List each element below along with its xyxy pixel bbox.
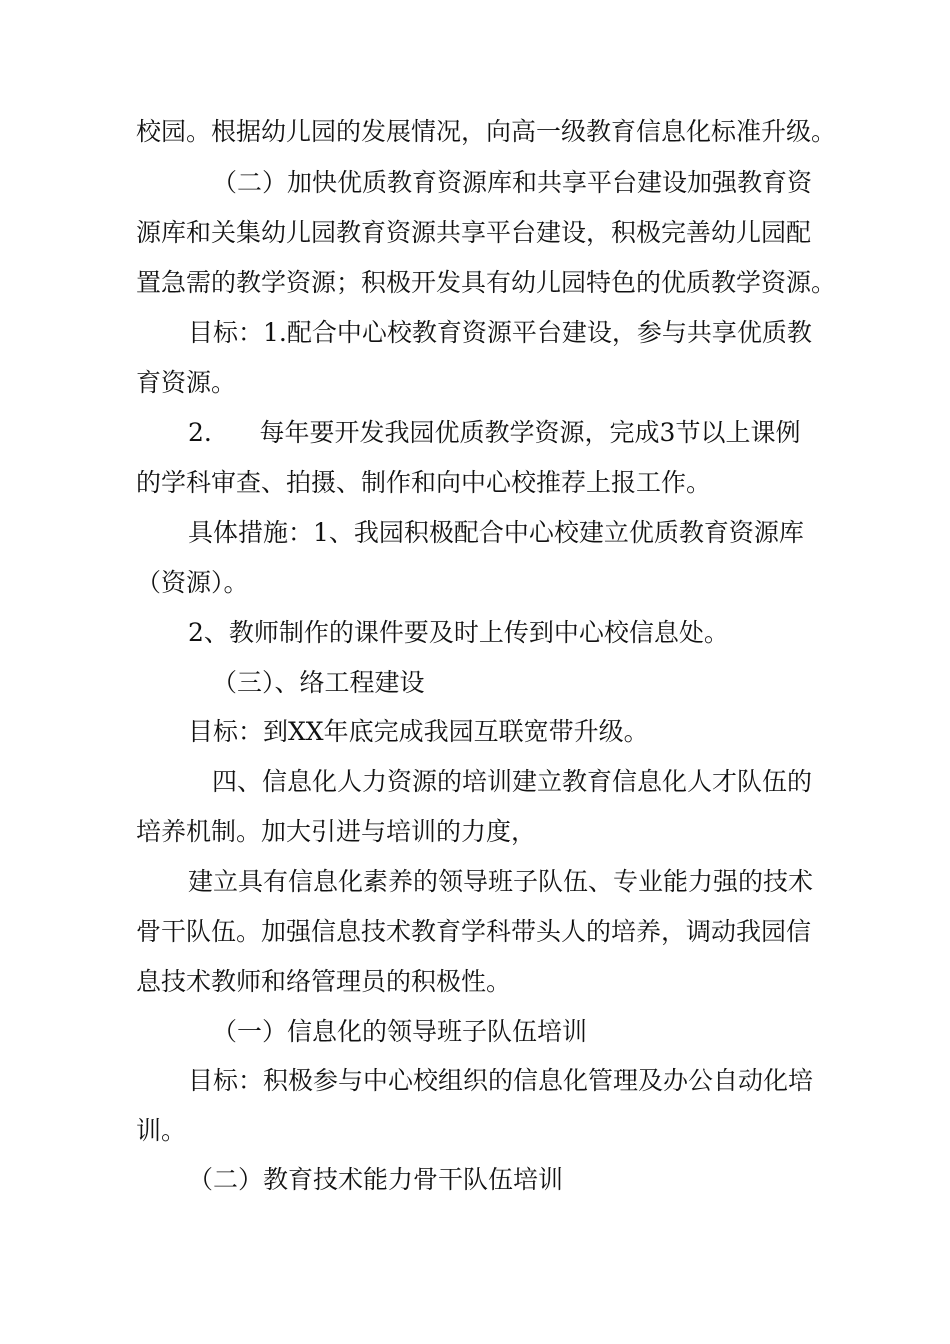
text-line: 骨干队伍。加强信息技术教育学科带头人的培养，调动我园信	[136, 917, 812, 946]
text-line: 目标：积极参与中心校组织的信息化管理及办公自动化培	[188, 1066, 814, 1095]
text-line: 具体措施：1、我园积极配合中心校建立优质教育资源库	[188, 518, 804, 547]
text-line: 2、教师制作的课件要及时上传到中心校信息处。	[188, 618, 729, 647]
text-line: 育资源。	[136, 368, 237, 397]
section-heading: （三）、络工程建设	[212, 668, 425, 697]
text-line: 建立具有信息化素养的领导班子队伍、专业能力强的技术	[188, 867, 814, 896]
text-line: （二）加快优质教育资源库和共享平台建设加强教育资	[212, 168, 813, 197]
text-line: 培养机制。加大引进与培训的力度，	[136, 817, 537, 846]
text-line: 目标：1.配合中心校教育资源平台建设，参与共享优质教	[188, 318, 812, 347]
text-line: 校园。根据幼儿园的发展情况，向高一级教育信息化标准升级。	[136, 117, 837, 146]
section-heading: （一）信息化的领导班子队伍培训	[212, 1017, 588, 1046]
text-line: 的学科审查、拍摄、制作和向中心校推荐上报工作。	[136, 468, 712, 497]
text-line: 息技术教师和络管理员的积极性。	[136, 967, 512, 996]
section-heading: 四、信息化人力资源的培训建立教育信息化人才队伍的	[212, 767, 813, 796]
text-line: 2. 每年要开发我园优质教学资源，完成3节以上课例	[188, 418, 801, 447]
text-line: 目标：到XX年底完成我园互联宽带升级。	[188, 717, 649, 746]
section-heading: （二）教育技术能力骨干队伍培训	[188, 1165, 564, 1194]
text-line: 源库和关集幼儿园教育资源共享平台建设，积极完善幼儿园配	[136, 218, 812, 247]
text-line: 置急需的教学资源；积极开发具有幼儿园特色的优质教学资源。	[136, 268, 837, 297]
text-line: 训。	[136, 1116, 187, 1145]
text-line: （资源）。	[136, 568, 249, 597]
